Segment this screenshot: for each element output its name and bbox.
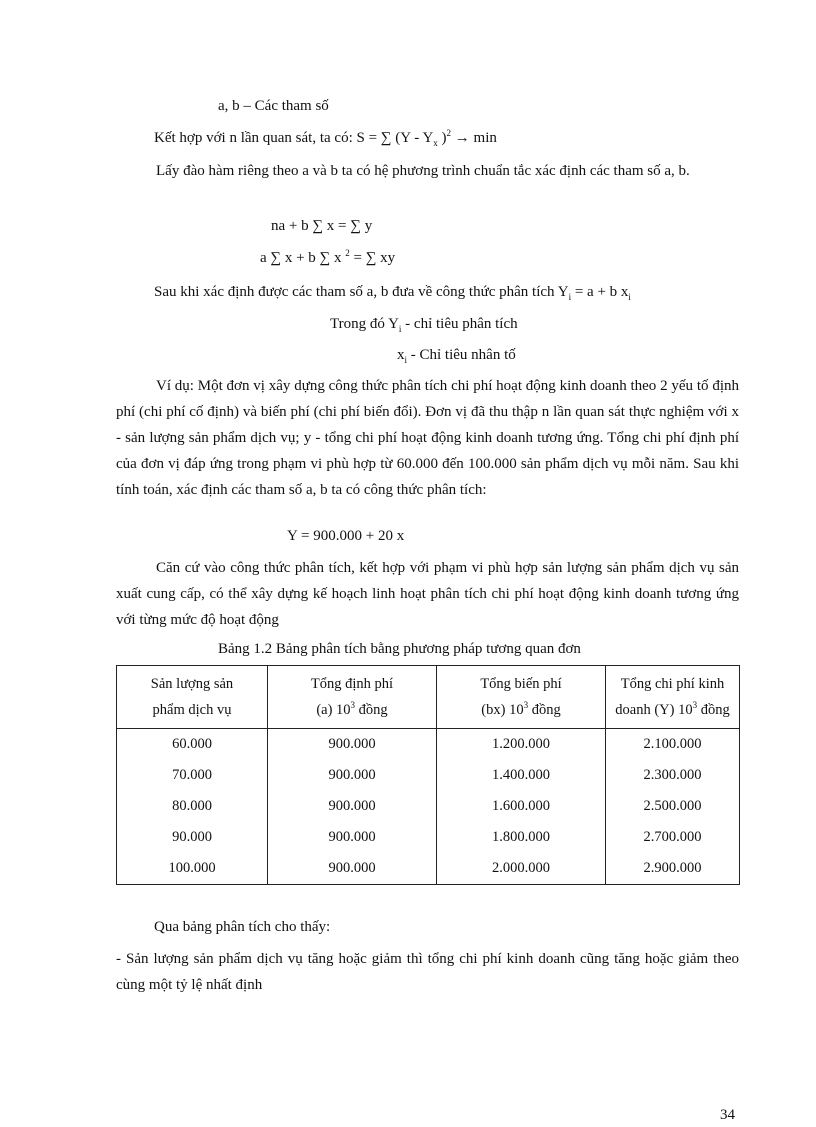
header-total-sup: 3: [692, 700, 698, 711]
params-line: [218, 94, 329, 118]
where-sub: i: [398, 324, 402, 334]
x-definition-line: [397, 343, 516, 367]
combine-arrow: → min: [451, 130, 497, 146]
header-output-line1: Sản lượng sản: [150, 676, 234, 692]
page-number: 34: [720, 1107, 735, 1123]
cell-total: 2.100.000: [606, 729, 740, 761]
combine-text: Kết hợp với n lần quan sát, ta có: S = ∑ (Y - Y: [154, 130, 434, 146]
header-total-unit: doanh (Y) 10: [615, 702, 693, 718]
basis-paragraph: Căn cứ vào công thức phân tích, kết hợp với phạm vi phù hợp sản lượng sản phẩm dịch vụ sản xuất cung cấp, có thể xây dựng kế hoạch linh hoạt phân tích chi phí hoạt động kinh doanh tương ứng với từng mức độ hoạt động: [116, 560, 739, 628]
after-line: [154, 280, 631, 304]
conclusion-paragraph: - Sản lượng sản phẩm dịch vụ tăng hoặc giảm thì tổng chi phí kinh doanh cũng tăng hoặc giảm theo cùng một tỷ lệ nhất định: [116, 951, 739, 993]
header-variable-currency: đồng: [528, 702, 561, 718]
where-suffix: - chỉ tiêu phân tích: [401, 316, 518, 332]
header-total-line1: Tổng chi phí kinh: [620, 676, 725, 692]
cell-variable: 1.600.000: [437, 791, 606, 822]
cell-output: 60.000: [117, 729, 268, 761]
equation-2-text: a ∑ x + b ∑ x: [260, 250, 346, 266]
conclusion-intro: Qua bảng phân tích cho thấy:: [154, 919, 331, 935]
after-sub-2: i: [628, 292, 631, 302]
header-fixed-cost: [268, 666, 437, 729]
cell-total: 2.700.000: [606, 822, 740, 853]
header-fixed-sup: 3: [350, 700, 356, 711]
where-text: Trong đó Y: [330, 316, 399, 332]
cell-fixed: 900.000: [268, 853, 437, 885]
header-total-line2: [610, 697, 735, 723]
header-variable-cost: [437, 666, 606, 729]
formula-line: [287, 524, 404, 548]
header-output: [117, 666, 268, 729]
combine-sub: x: [433, 138, 438, 148]
table-caption: Bảng 1.2 Bảng phân tích bằng phương pháp tương quan đơn: [218, 641, 581, 657]
equation-2-sup: 2: [345, 248, 350, 258]
analysis-table: [116, 665, 740, 885]
header-fixed-unit: (a) 10: [316, 702, 351, 718]
cell-output: 70.000: [117, 760, 268, 791]
cell-fixed: 900.000: [268, 791, 437, 822]
after-text: Sau khi xác định được các tham số a, b đưa về công thức phân tích Y: [154, 284, 569, 300]
header-total-cost: [606, 666, 740, 729]
header-variable-line2: [441, 697, 601, 723]
derive-paragraph: Lấy đào hàm riêng theo a và b ta có hệ phương trình chuẩn tắc xác định các tham số a, b.: [156, 163, 690, 179]
table-row: [117, 791, 740, 822]
header-fixed-line2: [272, 697, 432, 723]
cell-fixed: 900.000: [268, 822, 437, 853]
table-row: [117, 822, 740, 853]
x-sub: i: [404, 355, 408, 365]
header-fixed-line1: Tổng định phí: [310, 676, 394, 692]
cell-total: 2.900.000: [606, 853, 740, 885]
header-variable-sup: 3: [523, 700, 529, 711]
equation-1: [271, 214, 372, 238]
where-line: [330, 312, 518, 336]
after-mid: = a + b x: [571, 284, 629, 300]
header-variable-unit: (bx) 10: [481, 702, 524, 718]
x-text: x: [397, 347, 405, 363]
combine-close: ): [437, 130, 447, 146]
equation-1-text: na + b ∑ x = ∑ y: [271, 218, 373, 234]
equation-2-suffix: = ∑ xy: [349, 250, 396, 266]
example-paragraph: Ví dụ: Một đơn vị xây dựng công thức phân tích chi phí hoạt động kinh doanh theo 2 yếu tố định phí (chi phí cố định) và biến phí (chi phí biến đổi). Đơn vị đã thu thập n lần quan sát thực nghiệm với x - sản lượng sản phẩm dịch vụ; y - tổng chi phí hoạt động kinh doanh tương ứng. Tổng chi phí định phí của đơn vị đáp ứng trong phạm vi phù hợp từ 60.000 đến 100.000 sản phẩm dịch vụ mỗi năm. Sau khi tính toán, xác định các tham số a, b ta có công thức phân tích:: [116, 378, 739, 498]
table-row: [117, 760, 740, 791]
cell-variable: 2.000.000: [437, 853, 606, 885]
header-output-line2: phẩm dịch vụ: [152, 702, 232, 718]
formula-text: Y = 900.000 + 20 x: [287, 528, 405, 544]
equation-2: [260, 246, 395, 270]
combine-sup: 2: [446, 128, 452, 138]
cell-variable: 1.800.000: [437, 822, 606, 853]
cell-total: 2.300.000: [606, 760, 740, 791]
table-header-row: [117, 666, 740, 729]
combine-line: [154, 126, 497, 150]
cell-fixed: 900.000: [268, 729, 437, 761]
cell-variable: 1.200.000: [437, 729, 606, 761]
header-variable-line1: Tổng biến phí: [480, 676, 562, 692]
cell-output: 90.000: [117, 822, 268, 853]
cell-total: 2.500.000: [606, 791, 740, 822]
params-text: a, b – Các tham số: [218, 98, 329, 114]
after-sub: i: [568, 292, 572, 302]
cell-variable: 1.400.000: [437, 760, 606, 791]
x-suffix: - Chỉ tiêu nhân tố: [407, 347, 516, 363]
table-row: [117, 853, 740, 885]
cell-fixed: 900.000: [268, 760, 437, 791]
header-fixed-currency: đồng: [355, 702, 388, 718]
table-row: [117, 729, 740, 761]
header-total-currency: đồng: [697, 702, 730, 718]
cell-output: 80.000: [117, 791, 268, 822]
cell-output: 100.000: [117, 853, 268, 885]
